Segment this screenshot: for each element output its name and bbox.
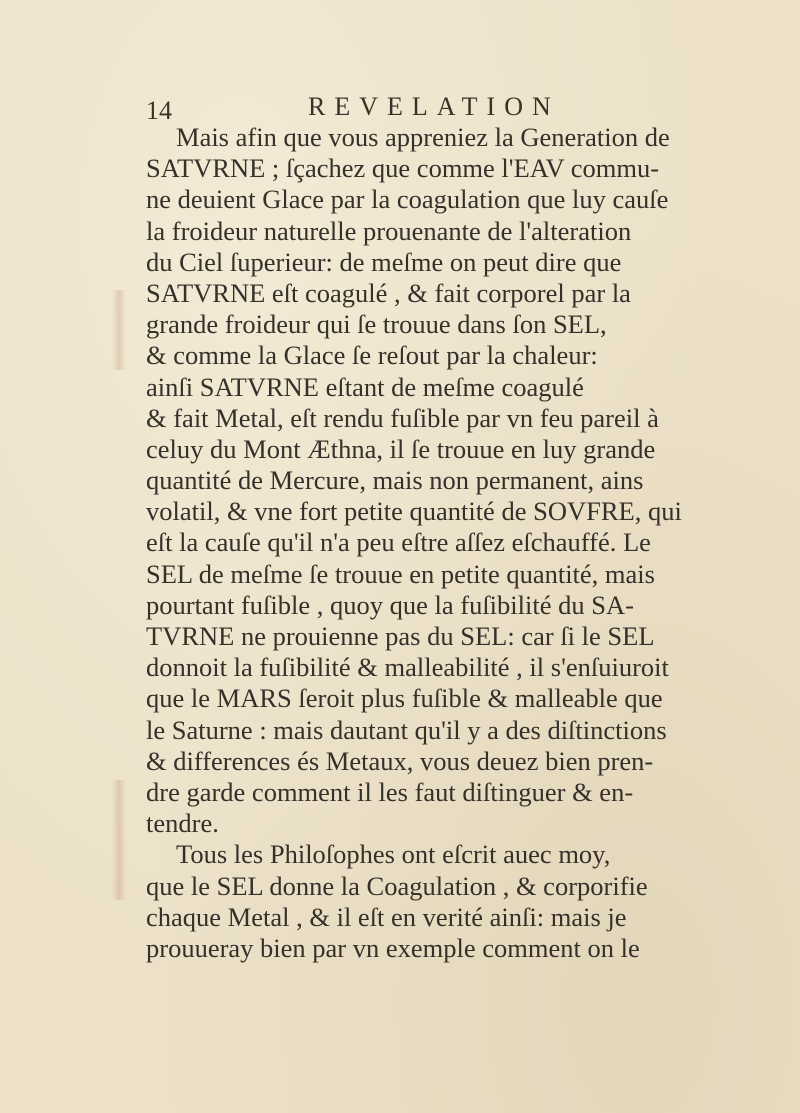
body-text: [146, 122, 726, 964]
text-line: quantité de Mercure, mais non permanent, ains: [146, 465, 644, 496]
text-line: ne deuient Glace par la coagulation que luy cauſe: [146, 184, 669, 215]
text-line: du Ciel ſuperieur: de meſme on peut dire que: [146, 246, 622, 277]
text-line: que le SEL donne la Coagulation , & corporifie: [146, 870, 648, 901]
text-line: chaque Metal , & il eſt en verité ainſi: mais je: [146, 901, 627, 932]
text-line: ainſi SATVRNE eſtant de meſme coagulé: [146, 371, 584, 402]
text-line: TVRNE ne prouienne pas du SEL: car ſi le SEL: [146, 621, 655, 651]
text-line: volatil, & vne fort petite quantité de SOVFRE, qui: [146, 496, 682, 527]
text-line: Mais afin que vous appreniez la Generation de: [176, 122, 670, 152]
page-number: 14: [146, 96, 172, 125]
text-line: & fait Metal, eſt rendu fuſible par vn feu pareil à: [146, 402, 659, 433]
text-line: eſt la cauſe qu'il n'a peu eſtre aſſez eſchauffé. Le: [146, 527, 651, 558]
text-line: celuy du Mont Æthna, il ſe trouue en luy grande: [146, 433, 656, 464]
text-line: dre garde comment il les faut diſtinguer & en-: [146, 776, 634, 807]
text-line: pourtant fuſible , quoy que la fuſibilité du SA-: [146, 589, 634, 620]
text-line: & differences és Metaux, vous deuez bien pren-: [146, 745, 654, 776]
running-head: REVELATION: [308, 92, 560, 121]
text-line: SEL de meſme ſe trouue en petite quantité, mais: [146, 558, 655, 589]
text-line: grande froideur qui ſe trouue dans ſon SEL,: [146, 309, 607, 340]
text-line: & comme la Glace ſe reſout par la chaleur:: [146, 340, 598, 371]
text-line: le Saturne : mais dautant qu'il y a des diſtinctions: [146, 714, 667, 745]
page-stain: [112, 290, 126, 370]
text-line: la froideur naturelle prouenante de l'alteration: [146, 215, 632, 246]
text-line: Tous les Philoſophes ont eſcrit auec moy,: [176, 839, 611, 870]
text-line: prouueray bien par vn exemple comment on le: [146, 932, 640, 963]
text-line: donnoit la fuſibilité & malleabilité , il s'enſuiuroit: [146, 652, 669, 683]
text-line: tendre.: [146, 808, 219, 839]
page-stain: [112, 780, 126, 900]
text-line: SATVRNE ; ſçachez que comme l'EAV commu-: [146, 153, 660, 184]
text-line: que le MARS ſeroit plus fuſible & malleable que: [146, 683, 663, 714]
text-line: SATVRNE eſt coagulé , & fait corporel par la: [146, 277, 631, 308]
